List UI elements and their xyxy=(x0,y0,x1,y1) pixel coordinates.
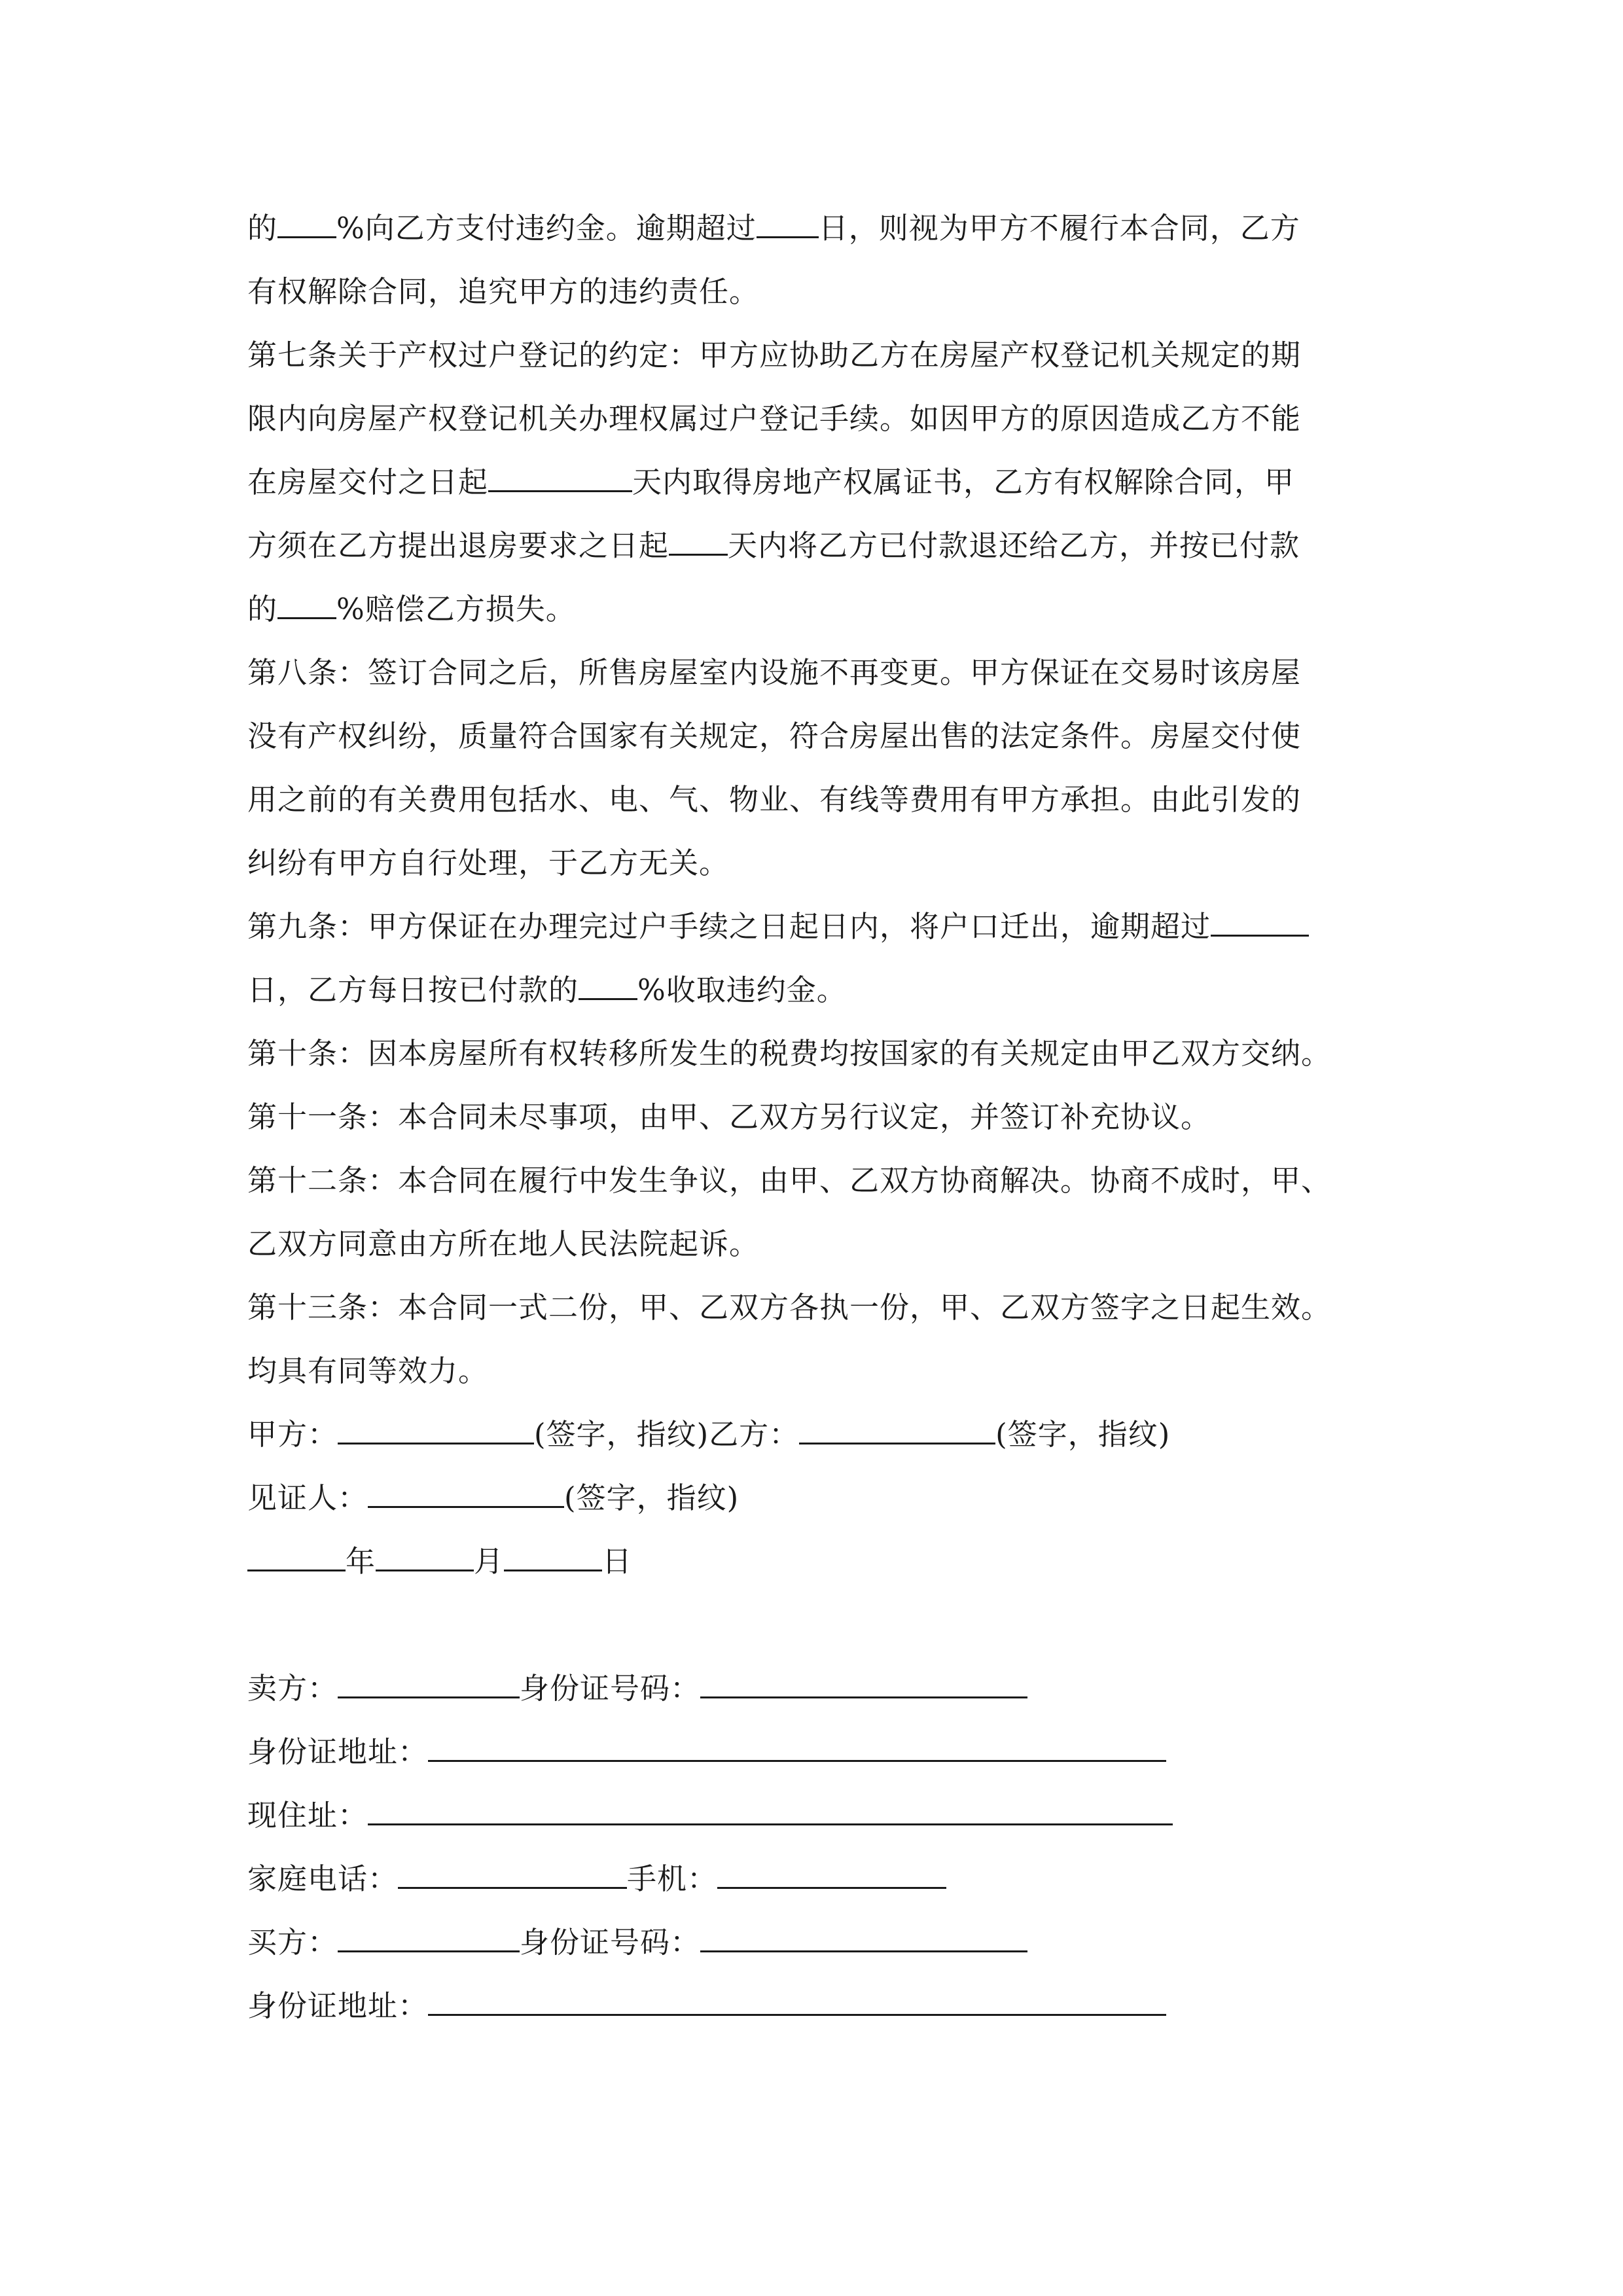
fill-in-blank[interactable] xyxy=(579,964,637,1000)
line-text: 身份证地址： xyxy=(247,1734,429,1769)
contract-line xyxy=(247,1212,1412,1276)
contract-line xyxy=(247,1466,1412,1530)
line-text: 有权解除合同，追究甲方的违约责任。 xyxy=(247,274,760,309)
contract-line xyxy=(247,641,1412,704)
line-text: 第十一条：本合同未尽事项，由甲、乙双方另行议定，并签订补充协议。 xyxy=(247,1100,1211,1134)
line-text: 第七条关于产权过户登记的约定：甲方应协助乙方在房屋产权登记机关规定的期 xyxy=(247,338,1302,372)
contract-line xyxy=(247,768,1412,831)
line-text: 天内取得房地产权属证书，乙方有权解除合同，甲 xyxy=(632,465,1295,499)
fill-in-blank[interactable] xyxy=(1211,901,1309,937)
line-text: 年 xyxy=(346,1544,376,1579)
contract-line xyxy=(247,958,1412,1022)
contract-line xyxy=(247,387,1412,450)
contract-line xyxy=(247,577,1412,641)
contract-line xyxy=(247,704,1412,768)
line-text: 第十条：因本房屋所有权转移所发生的税费均按国家的有关规定由甲乙双方交纳。 xyxy=(247,1036,1332,1071)
fill-in-blank[interactable] xyxy=(428,1980,1166,2016)
line-text: 身份证号码： xyxy=(520,1671,701,1706)
fill-in-blank[interactable] xyxy=(488,456,632,492)
fill-in-blank[interactable] xyxy=(700,1662,1027,1698)
line-text: 的 xyxy=(247,592,278,626)
line-text: 家庭电话： xyxy=(247,1861,399,1896)
line-text: 见证人： xyxy=(247,1480,368,1515)
fill-in-blank[interactable] xyxy=(700,1916,1027,1952)
contract-line xyxy=(247,1085,1412,1149)
line-text: 卖方： xyxy=(247,1671,338,1706)
fill-in-blank[interactable] xyxy=(277,202,336,238)
contract-line xyxy=(247,1657,1412,1720)
line-text: 身份证号码： xyxy=(520,1925,701,1960)
line-text: (签字，指纹)乙方： xyxy=(534,1417,800,1452)
line-text: 天内将乙方已付款退还给乙方，并按已付款 xyxy=(728,528,1300,563)
contract-line xyxy=(247,895,1412,958)
contract-line xyxy=(247,1276,1412,1339)
fill-in-blank[interactable] xyxy=(504,1535,602,1571)
line-text: 乙双方同意由方所在地人民法院起诉。 xyxy=(247,1227,760,1261)
fill-in-blank[interactable] xyxy=(368,1472,564,1508)
fill-in-blank[interactable] xyxy=(717,1853,946,1889)
line-text: %赔偿乙方损失。 xyxy=(336,592,576,626)
line-text: 身份证地址： xyxy=(247,1988,429,2023)
line-text: 用之前的有关费用包括水、电、气、物业、有线等费用有甲方承担。由此引发的 xyxy=(247,782,1302,817)
line-text: %收取违约金。 xyxy=(637,973,847,1007)
contract-line xyxy=(247,323,1412,387)
contract-line xyxy=(247,1149,1412,1212)
line-text: (签字，指纹) xyxy=(995,1417,1171,1452)
line-text: 第十二条：本合同在履行中发生争议，由甲、乙双方协商解决。协商不成时，甲、 xyxy=(247,1163,1332,1198)
contract-line xyxy=(247,260,1412,323)
line-text: 甲方： xyxy=(247,1417,338,1452)
line-text: 月 xyxy=(474,1544,505,1579)
contract-line xyxy=(247,1910,1412,1974)
fill-in-blank[interactable] xyxy=(338,1408,534,1444)
contract-line xyxy=(247,1847,1412,1910)
line-text: 纠纷有甲方自行处理，于乙方无关。 xyxy=(247,846,730,880)
line-text: 限内向房屋产权登记机关办理权属过户登记手续。如因甲方的原因造成乙方不能 xyxy=(247,401,1302,436)
contract-body xyxy=(247,196,1412,2037)
line-text: 方须在乙方提出退房要求之日起 xyxy=(247,528,669,563)
line-text: 手机： xyxy=(627,1861,718,1896)
line-text: 第九条：甲方保证在办理完过户手续之日起日内，将户口迁出，逾期超过 xyxy=(247,909,1211,944)
line-text: 买方： xyxy=(247,1925,338,1960)
line-text: 均具有同等效力。 xyxy=(247,1354,489,1388)
fill-in-blank[interactable] xyxy=(669,520,728,556)
line-text: 现住址： xyxy=(247,1798,368,1833)
fill-in-blank[interactable] xyxy=(376,1535,474,1571)
contract-line xyxy=(247,1339,1412,1403)
contract-line xyxy=(247,1022,1412,1085)
fill-in-blank[interactable] xyxy=(799,1408,995,1444)
line-text: 在房屋交付之日起 xyxy=(247,465,489,499)
fill-in-blank[interactable] xyxy=(277,583,336,619)
contract-line xyxy=(247,514,1412,577)
spacer xyxy=(247,1593,1412,1657)
contract-line xyxy=(247,450,1412,514)
line-text: (签字，指纹) xyxy=(564,1480,740,1515)
line-text: 日 xyxy=(602,1544,633,1579)
contract-line xyxy=(247,196,1412,260)
line-text: 日，乙方每日按已付款的 xyxy=(247,973,579,1007)
line-text: 没有产权纠纷，质量符合国家有关规定，符合房屋出售的法定条件。房屋交付使 xyxy=(247,719,1302,753)
fill-in-blank[interactable] xyxy=(757,202,819,238)
line-text: 日，则视为甲方不履行本合同，乙方 xyxy=(818,211,1300,245)
fill-in-blank[interactable] xyxy=(247,1535,346,1571)
fill-in-blank[interactable] xyxy=(338,1662,520,1698)
contract-line xyxy=(247,831,1412,895)
fill-in-blank[interactable] xyxy=(338,1916,520,1952)
line-text: %向乙方支付违约金。逾期超过 xyxy=(336,211,757,245)
line-text: 第十三条：本合同一式二份，甲、乙双方各执一份，甲、乙双方签字之日起生效。 xyxy=(247,1290,1332,1325)
line-text: 的 xyxy=(247,211,278,245)
contract-line xyxy=(247,1530,1412,1593)
fill-in-blank[interactable] xyxy=(398,1853,627,1889)
contract-line xyxy=(247,1784,1412,1847)
contract-line xyxy=(247,1720,1412,1784)
contract-line xyxy=(247,1403,1412,1466)
fill-in-blank[interactable] xyxy=(368,1789,1173,1825)
fill-in-blank[interactable] xyxy=(428,1726,1166,1762)
line-text: 第八条：签订合同之后，所售房屋室内设施不再变更。甲方保证在交易时该房屋 xyxy=(247,655,1302,690)
contract-line xyxy=(247,1974,1412,2037)
